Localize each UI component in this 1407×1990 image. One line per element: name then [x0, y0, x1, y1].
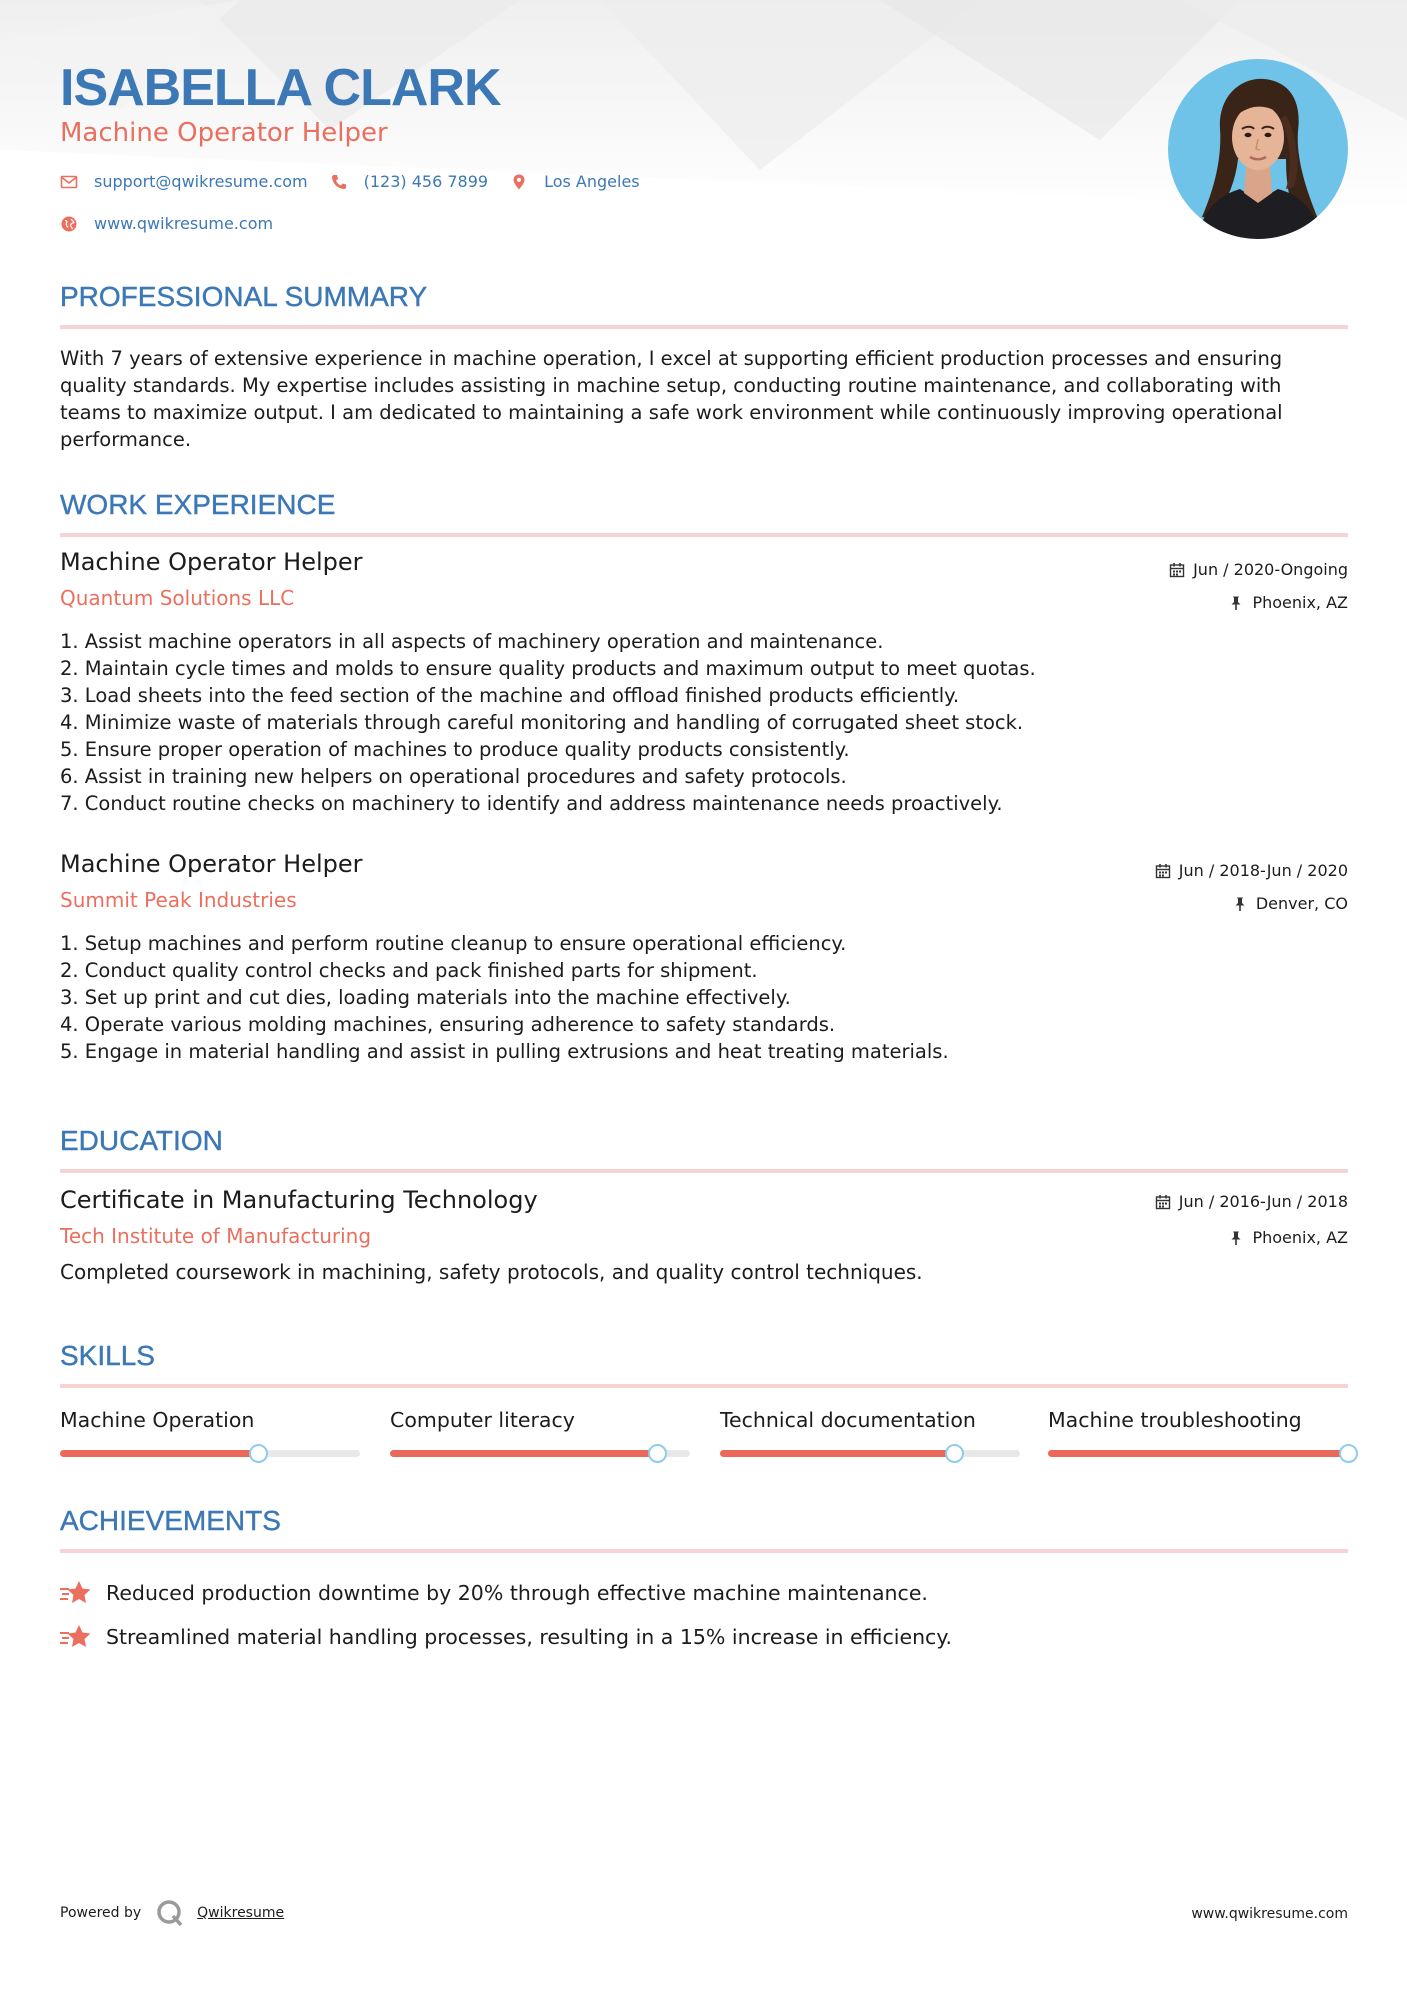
job-dates-text: Jun / 2018-Jun / 2020 [1178, 861, 1348, 880]
skill-label: Computer literacy [390, 1408, 575, 1432]
education-dates [1155, 1192, 1348, 1211]
education-heading: EDUCATION [60, 1125, 1348, 1173]
footer-website[interactable]: www.qwikresume.com [1191, 1906, 1348, 1922]
job-location [1232, 894, 1348, 913]
skills-heading: SKILLS [60, 1340, 1348, 1388]
globe-icon [60, 215, 78, 233]
job-dates [1155, 861, 1348, 880]
education-dates-text: Jun / 2016-Jun / 2018 [1178, 1192, 1348, 1211]
website-text: www.qwikresume.com [94, 214, 274, 233]
list-item: 2. Maintain cycle times and molds to ensure quality products and maximum output to meet quotas. [60, 657, 1036, 680]
skill-item [390, 1408, 690, 1478]
skill-bar-knob [249, 1444, 268, 1463]
experience-section [60, 489, 1348, 537]
skill-bar [720, 1450, 1020, 1457]
list-item: 1. Assist machine operators in all aspects of machinery operation and maintenance. [60, 630, 884, 653]
list-item: 4. Minimize waste of materials through careful monitoring and handling of corrugated sheet stock. [60, 711, 1024, 734]
skill-bar-knob [648, 1444, 667, 1463]
contact-row-2 [60, 214, 295, 233]
skill-bar-fill [60, 1450, 258, 1457]
resume-page [60, 0, 1348, 1990]
email-text: support@qwikresume.com [94, 172, 308, 191]
phone-text: (123) 456 7899 [363, 172, 489, 191]
list-item: 7. Conduct routine checks on machinery to identify and address maintenance needs proactively. [60, 792, 1003, 815]
job-location-text: Phoenix, AZ [1252, 593, 1348, 612]
achievement-text: Reduced production downtime by 20% through effective machine maintenance. [106, 1581, 928, 1605]
degree-title: Certificate in Manufacturing Technology [60, 1186, 538, 1214]
candidate-title: Machine Operator Helper [60, 118, 388, 148]
skill-bar-fill [390, 1450, 657, 1457]
pushpin-icon [1228, 1230, 1244, 1246]
company-name: Quantum Solutions LLC [60, 586, 295, 610]
achievements-list [60, 1571, 952, 1659]
job-responsibilities [60, 628, 1036, 817]
map-pin-icon [510, 173, 528, 191]
skill-label: Technical documentation [720, 1408, 976, 1432]
list-item: 1. Setup machines and perform routine cleanup to ensure operational efficiency. [60, 932, 847, 955]
qwikresume-logo-icon [155, 1898, 185, 1928]
education-description: Completed coursework in machining, safety protocols, and quality control techniques. [60, 1260, 923, 1284]
list-item: 3. Set up print and cut dies, loading materials into the machine effectively. [60, 986, 791, 1009]
list-item: 3. Load sheets into the feed section of the machine and offload finished products efficiently. [60, 684, 960, 707]
achievements-section [60, 1505, 1348, 1649]
summary-text: With 7 years of extensive experience in machine operation, I excel at supporting efficient production processes and ensuring quality standards. My expertise includes assisting in machine setup, conducting routine maintenance, and collaborating with teams to maximize output. I am dedicated to maintaining a safe work environment while continuously improving operational performance. [60, 347, 1283, 451]
summary-section [60, 281, 1348, 453]
achievements-heading: ACHIEVEMENTS [60, 1505, 1348, 1553]
education-location-text: Phoenix, AZ [1252, 1228, 1348, 1247]
skills-grid [60, 1408, 1348, 1478]
profile-photo [1168, 59, 1348, 239]
calendar-icon [1169, 562, 1185, 578]
phone-icon [330, 173, 348, 191]
skill-bar [1048, 1450, 1348, 1457]
list-item: 5. Engage in material handling and assist in pulling extrusions and heat treating materials. [60, 1040, 949, 1063]
calendar-icon [1155, 1194, 1171, 1210]
skill-item [60, 1408, 360, 1478]
achievement-text: Streamlined material handling processes, resulting in a 15% increase in efficiency. [106, 1625, 953, 1649]
job-title: Machine Operator Helper [60, 548, 363, 576]
contact-row [60, 172, 662, 191]
education-location [1228, 1228, 1348, 1247]
summary-heading: PROFESSIONAL SUMMARY [60, 281, 1348, 329]
job-location [1228, 593, 1348, 612]
footer-powered-by [60, 1898, 284, 1928]
skill-bar-knob [945, 1444, 964, 1463]
location-text: Los Angeles [544, 172, 640, 191]
contact-location [510, 172, 640, 191]
job-title: Machine Operator Helper [60, 850, 363, 878]
candidate-name: ISABELLA CLARK [60, 59, 501, 117]
list-item: 2. Conduct quality control checks and pack finished parts for shipment. [60, 959, 758, 982]
skill-bar-fill [720, 1450, 954, 1457]
brand-link[interactable]: Qwikresume [197, 1905, 285, 1921]
star-icon [60, 1623, 92, 1651]
skill-label: Machine Operation [60, 1408, 255, 1432]
skill-bar-knob [1339, 1444, 1358, 1463]
list-item: 5. Ensure proper operation of machines to produce quality products consistently. [60, 738, 850, 761]
skill-bar-fill [1048, 1450, 1348, 1457]
calendar-icon [1155, 863, 1171, 879]
skill-label: Machine troubleshooting [1048, 1408, 1302, 1432]
skills-section [60, 1340, 1348, 1432]
job-location-text: Denver, CO [1255, 894, 1348, 913]
pushpin-icon [1228, 595, 1244, 611]
contact-phone[interactable] [330, 172, 488, 191]
list-item: 4. Operate various molding machines, ensuring adherence to safety standards. [60, 1013, 836, 1036]
job-dates [1169, 560, 1348, 579]
powered-by-text: Powered by [60, 1905, 142, 1921]
list-item [60, 1615, 952, 1659]
school-name: Tech Institute of Manufacturing [60, 1224, 372, 1248]
skill-item [720, 1408, 1020, 1478]
job-responsibilities [60, 930, 949, 1065]
skill-bar [60, 1450, 360, 1457]
list-item: 6. Assist in training new helpers on operational procedures and safety protocols. [60, 765, 847, 788]
envelope-icon [60, 173, 78, 191]
job-dates-text: Jun / 2020-Ongoing [1193, 560, 1348, 579]
skill-bar [390, 1450, 690, 1457]
skill-item [1048, 1408, 1348, 1478]
star-icon [60, 1579, 92, 1607]
contact-website[interactable] [60, 214, 273, 233]
education-section [60, 1125, 1348, 1173]
contact-email[interactable] [60, 172, 308, 191]
pushpin-icon [1232, 896, 1248, 912]
company-name: Summit Peak Industries [60, 888, 297, 912]
resume-header [60, 0, 1348, 250]
list-item [60, 1571, 952, 1615]
experience-heading: WORK EXPERIENCE [60, 489, 1348, 537]
